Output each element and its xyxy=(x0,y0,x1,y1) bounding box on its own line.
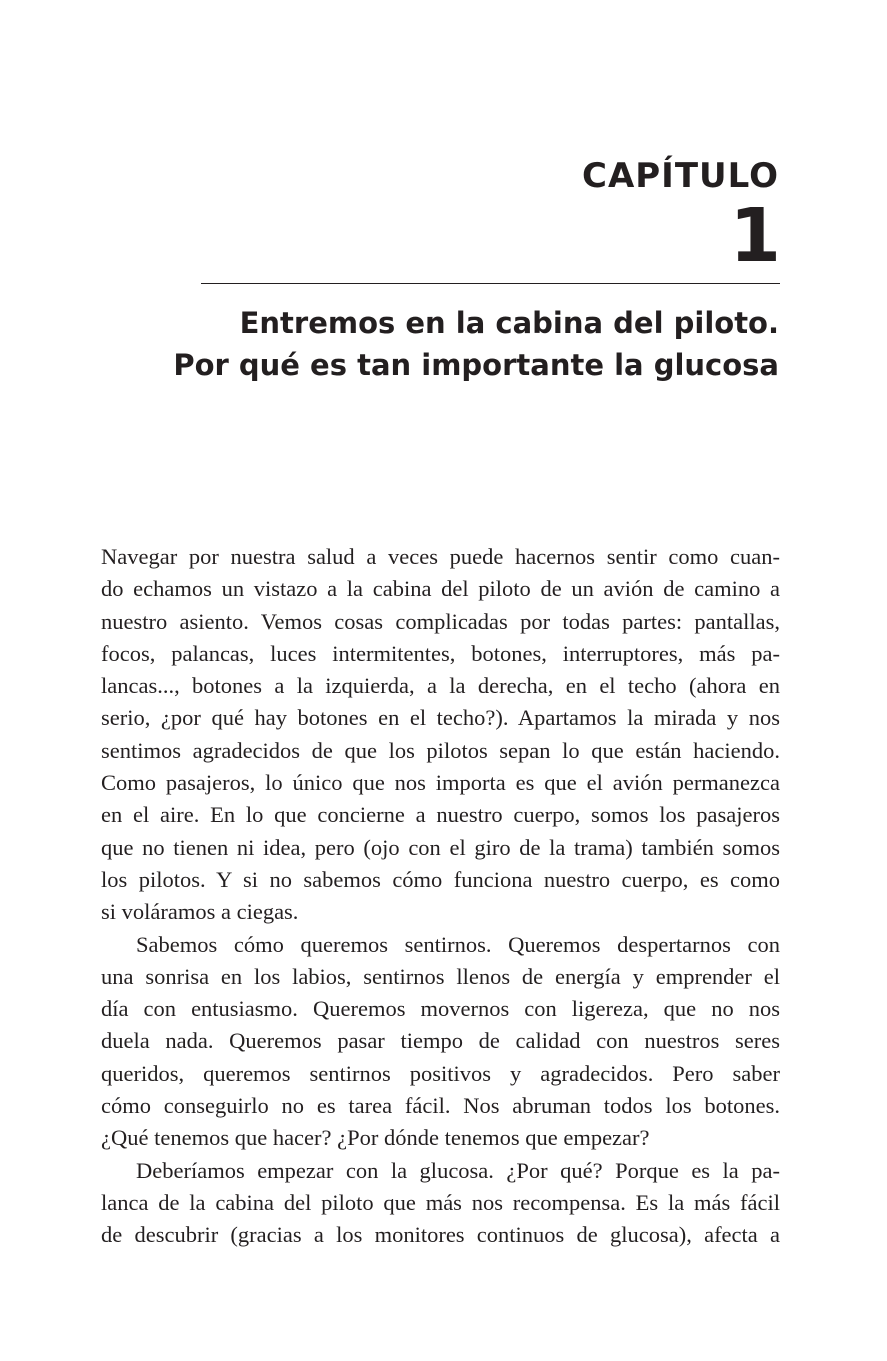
text-line: que no tienen ni idea, pero (ojo con el giro de la trama) también somos xyxy=(101,834,780,860)
text-line: una sonrisa en los labios, sentirnos llenos de energía y emprender el xyxy=(101,963,780,989)
paragraph xyxy=(101,541,780,929)
text-line: de descubrir (gracias a los monitores continuos de glucosa), afecta a xyxy=(101,1222,780,1248)
paragraph xyxy=(101,929,780,1155)
text-line: sentimos agradecidos de que los pilotos sepan lo que están haciendo. xyxy=(101,737,780,763)
text-line: Deberíamos empezar con la glucosa. ¿Por qué? Porque es la pa- xyxy=(136,1157,780,1183)
text-line: serio, ¿por qué hay botones en el techo?). Apartamos la mirada y nos xyxy=(101,705,780,731)
text-line: en el aire. En lo que concierne a nuestro cuerpo, somos los pasajeros xyxy=(101,802,780,828)
text-line: lanca de la cabina del piloto que más nos recompensa. Es la más fácil xyxy=(101,1189,780,1215)
text-line: cómo conseguirlo no es tarea fácil. Nos abruman todos los botones. xyxy=(101,1093,780,1119)
chapter-label: CAPÍTULO xyxy=(582,156,779,196)
text-line: Como pasajeros, lo único que nos importa es que el avión permanezca xyxy=(101,770,780,796)
chapter-title-line: Entremos en la cabina del piloto. xyxy=(239,306,779,340)
text-line: ¿Qué tenemos que hacer? ¿Por dónde tenemos que empezar? xyxy=(101,1125,650,1151)
text-line: duela nada. Queremos pasar tiempo de calidad con nuestros seres xyxy=(101,1028,780,1054)
paragraph xyxy=(101,1155,780,1252)
chapter-number: 1 xyxy=(729,193,781,279)
text-line: nuestro asiento. Vemos cosas complicadas por todas partes: pantallas, xyxy=(101,608,780,634)
text-line: Sabemos cómo queremos sentirnos. Queremos despertarnos con xyxy=(136,931,780,957)
chapter-title xyxy=(79,302,779,386)
body-text xyxy=(101,541,780,1252)
text-line: queridos, queremos sentirnos positivos y agradecidos. Pero saber xyxy=(101,1060,780,1086)
text-line: Navegar por nuestra salud a veces puede hacernos sentir como cuan- xyxy=(101,544,780,569)
chapter-divider xyxy=(201,283,780,284)
text-line: si voláramos a ciegas. xyxy=(101,899,299,925)
chapter-title-line: Por qué es tan importante la glucosa xyxy=(173,348,779,382)
text-line: los pilotos. Y si no sabemos cómo funciona nuestro cuerpo, es como xyxy=(101,866,780,892)
text-line: focos, palancas, luces intermitentes, botones, interruptores, más pa- xyxy=(101,640,780,666)
text-line: do echamos un vistazo a la cabina del piloto de un avión de camino a xyxy=(101,576,780,602)
text-line: día con entusiasmo. Queremos movernos con ligereza, que no nos xyxy=(101,996,780,1022)
text-line: lancas..., botones a la izquierda, a la derecha, en el techo (ahora en xyxy=(101,673,780,699)
